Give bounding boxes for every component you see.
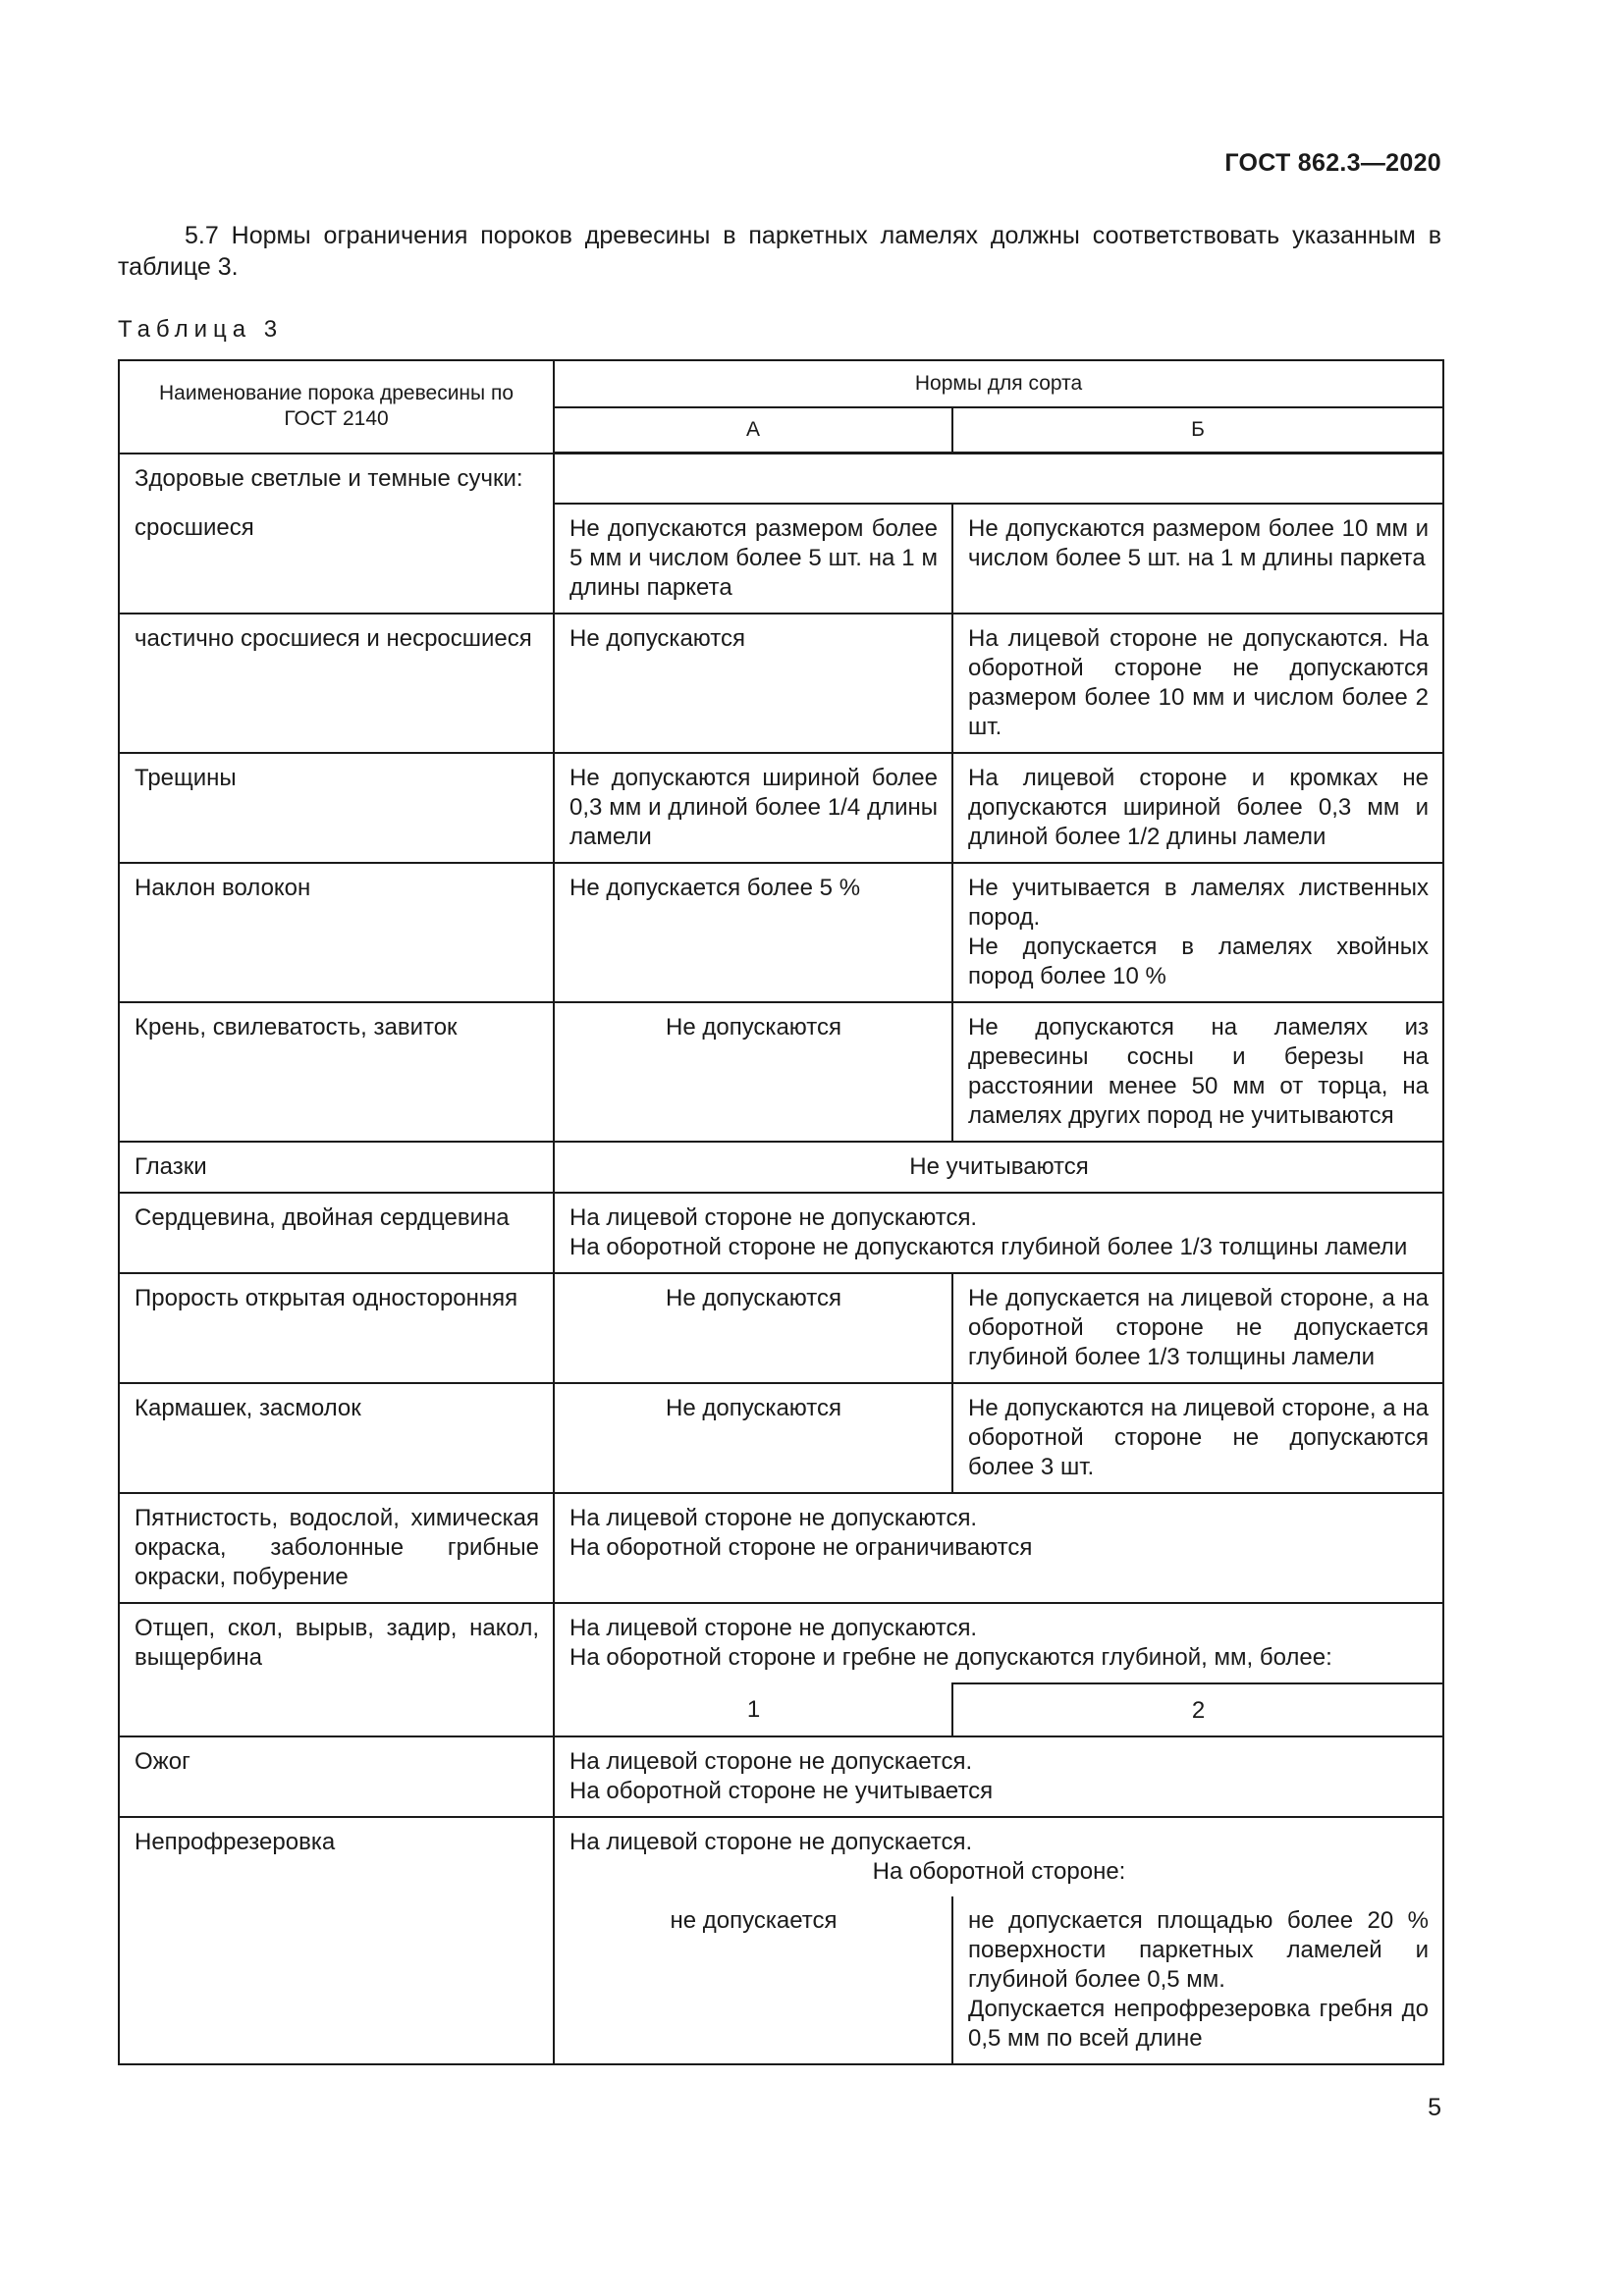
norm-line: На лицевой стороне не допускаются.	[569, 1203, 978, 1231]
norm-both-grades: Не учитываются	[554, 1142, 1443, 1193]
norm-grade-a: Не допускаются	[554, 1383, 952, 1493]
empty-cell	[554, 454, 1443, 504]
norm-line: Не учитывается в ламелях лиственных пород.	[968, 874, 1430, 931]
norm-grade-b: Не допускаются размером более 10 мм и числом более 5 шт. на 1 м длины паркета	[952, 504, 1443, 614]
norm-grade-b: На лицевой стороне и кромках не допускаются шириной более 0,3 мм и длиной более 1/2 длины ламели	[952, 753, 1443, 863]
header-grade-a: А	[554, 407, 952, 454]
norm-line: Допускается непрофрезеровка гребня до 0,5 мм по всей длине	[968, 1995, 1430, 2052]
table-row	[119, 1142, 1443, 1193]
defect-name: Наклон волокон	[119, 863, 554, 1002]
norm-grade-a: Не допускаются шириной более 0,3 мм и длиной более 1/4 длины ламели	[554, 753, 952, 863]
norm-grade-a: 1	[554, 1683, 952, 1736]
defect-name: Пятнистость, водослой, химическая окраска, заболонные грибные окраски, побурение	[119, 1493, 554, 1603]
norm-grade-a: Не допускаются	[554, 614, 952, 753]
table-row	[119, 753, 1443, 863]
norm-grade-a: не допускается	[554, 1896, 952, 2064]
norm-grade-a: Не допускаются	[554, 1273, 952, 1383]
defect-name: сросшиеся	[119, 504, 554, 614]
defect-name: Трещины	[119, 753, 554, 863]
defect-name: Прорость открытая односторонняя	[119, 1273, 554, 1383]
norm-line: не допускается площадью более 20 % поверхности паркетных ламелей и глубиной более 0,5 мм.	[968, 1906, 1430, 1993]
table-row	[119, 1383, 1443, 1493]
header-norms: Нормы для сорта	[554, 360, 1443, 407]
header-defect-name: Наименование порока древесины по ГОСТ 2140	[119, 360, 554, 454]
document-code: ГОСТ 862.3—2020	[1224, 149, 1441, 177]
norm-both-grades	[554, 1493, 1443, 1603]
table-row	[119, 1736, 1443, 1817]
norm-line: На лицевой стороне не допускается.	[569, 1747, 973, 1775]
norm-both-grades	[554, 1193, 1443, 1273]
norm-line: На лицевой стороне не допускается.	[569, 1828, 973, 1855]
table-row	[119, 863, 1443, 1002]
header-grade-b: Б	[952, 407, 1443, 454]
table-row	[119, 1493, 1443, 1603]
table-row	[119, 1002, 1443, 1142]
norm-grade-b: Не допускаются на лицевой стороне, а на оборотной стороне не допускаются более 3 шт.	[952, 1383, 1443, 1493]
table-header-row	[119, 360, 1443, 407]
norm-grade-b: Не допускается на лицевой стороне, а на оборотной стороне не допускается глубиной более 1/3 толщины ламели	[952, 1273, 1443, 1383]
page-number: 5	[1428, 2094, 1441, 2121]
norm-grade-b	[952, 1896, 1443, 2064]
intro-paragraph: 5.7 Нормы ограничения пороков древесины в паркетных ламелях должны соответствовать указанным в таблице 3.	[118, 222, 1441, 281]
defect-name: Отщеп, скол, вырыв, задир, накол, выщербина	[119, 1603, 554, 1736]
table-row	[119, 504, 1443, 614]
norm-both-grades	[554, 1603, 1443, 1683]
norm-line: На оборотной стороне не учитывается	[569, 1777, 994, 1804]
table-row	[119, 1193, 1443, 1273]
norm-grade-a: Не допускаются	[554, 1002, 952, 1142]
norm-both-grades	[554, 1817, 1443, 1896]
norm-grade-b: 2	[952, 1683, 1443, 1736]
norm-grade-a: Не допускается более 5 %	[554, 863, 952, 1002]
table-row	[119, 454, 1443, 504]
table-row	[119, 614, 1443, 753]
norm-grade-b	[952, 863, 1443, 1002]
norm-line: На оборотной стороне не ограничиваются	[569, 1533, 1033, 1561]
norm-line: На лицевой стороне не допускаются.	[569, 1504, 978, 1531]
table-row	[119, 1273, 1443, 1383]
norm-line: Не допускается в ламелях хвойных пород более 10 %	[968, 933, 1430, 989]
defects-norms-table	[118, 359, 1444, 2065]
norm-line: На оборотной стороне и гребне не допускаются глубиной, мм, более:	[569, 1643, 1332, 1671]
defect-name: Непрофрезеровка	[119, 1817, 554, 2064]
defect-name: Кармашек, засмолок	[119, 1383, 554, 1493]
table-row	[119, 1817, 1443, 1896]
norm-grade-a: Не допускаются размером более 5 мм и числом более 5 шт. на 1 м длины паркета	[554, 504, 952, 614]
defect-name: Здоровые светлые и темные сучки:	[119, 454, 554, 504]
table-row	[119, 1603, 1443, 1683]
norm-grade-b: Не допускаются на ламелях из древесины сосны и березы на расстоянии менее 50 мм от торца, на ламелях других пород не учитываются	[952, 1002, 1443, 1142]
defect-name: Крень, свилеватость, завиток	[119, 1002, 554, 1142]
defect-name: Глазки	[119, 1142, 554, 1193]
norm-line: На лицевой стороне не допускаются.	[569, 1614, 978, 1641]
table-caption: Таблица 3	[118, 316, 284, 343]
defect-name: Сердцевина, двойная сердцевина	[119, 1193, 554, 1273]
defect-name: частично сросшиеся и несросшиеся	[119, 614, 554, 753]
defect-name: Ожог	[119, 1736, 554, 1817]
norm-line: На оборотной стороне не допускаются глубиной более 1/3 толщины ламели	[569, 1233, 1408, 1260]
norm-line: На оборотной стороне:	[872, 1857, 1126, 1885]
norm-both-grades	[554, 1736, 1443, 1817]
norm-grade-b: На лицевой стороне не допускаются. На оборотной стороне не допускаются размером более 10 мм и числом более 2 шт.	[952, 614, 1443, 753]
